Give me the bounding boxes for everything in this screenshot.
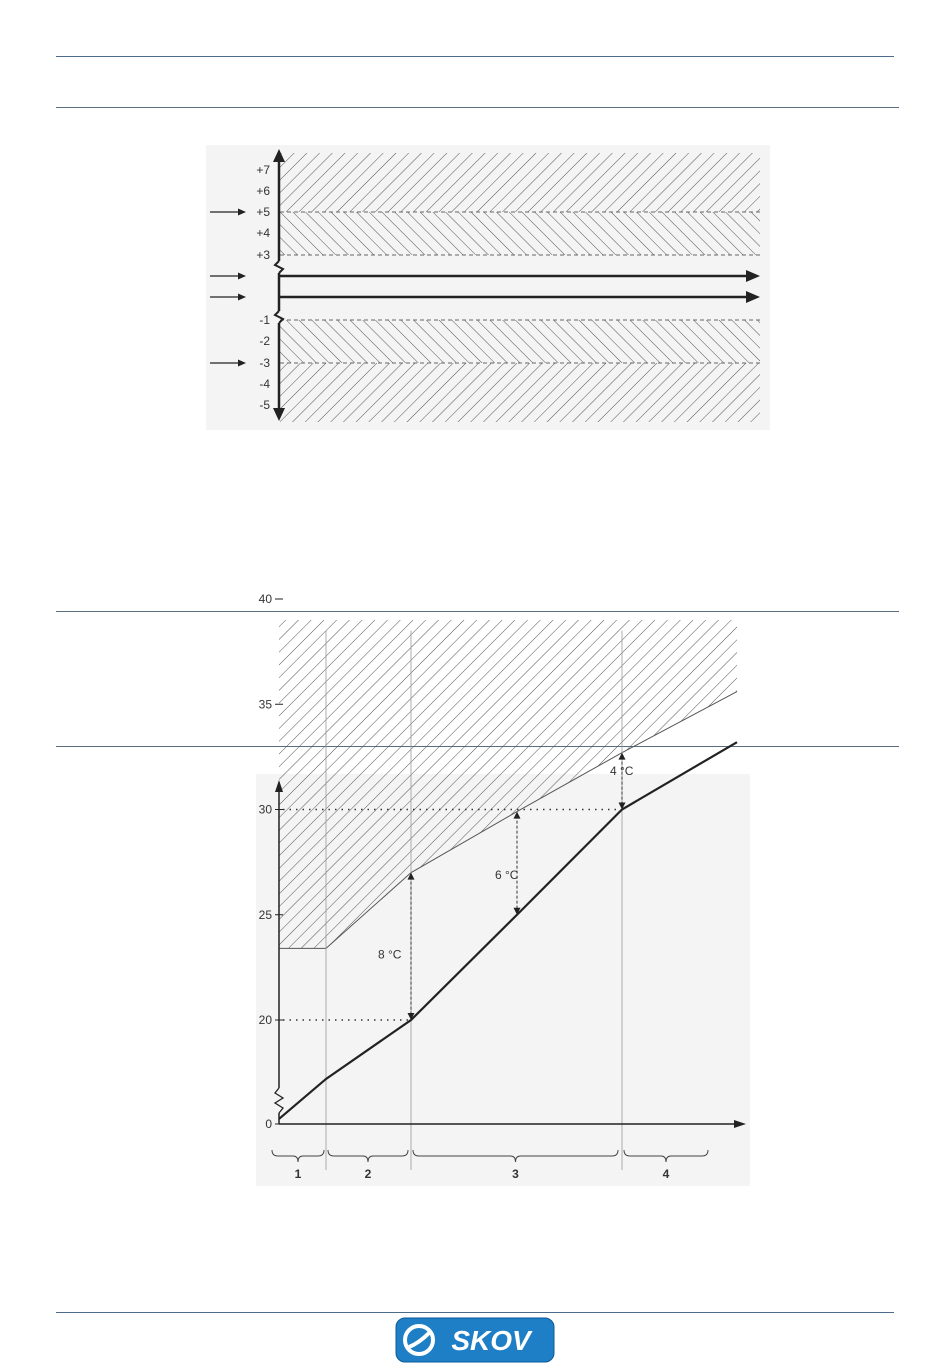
upper-outer-band xyxy=(280,153,760,212)
tick-label: -2 xyxy=(259,334,270,348)
difference-label: 6 °C xyxy=(495,868,519,883)
y-tick-label: 25 xyxy=(258,907,272,922)
tick-label: +4 xyxy=(256,226,270,240)
tick-label: -3 xyxy=(259,356,270,370)
tick-label: +3 xyxy=(256,248,270,262)
section-label: 4 xyxy=(662,1167,670,1181)
tick-label: +5 xyxy=(256,205,270,219)
figure-1-band-diagram xyxy=(200,145,770,430)
header-rule xyxy=(56,56,894,57)
tick-label: -5 xyxy=(259,398,270,412)
y-tick-label: 35 xyxy=(258,697,272,712)
y-tick-label: 20 xyxy=(258,1013,272,1027)
y-tick-label: 30 xyxy=(258,802,272,817)
difference-label: 4 °C xyxy=(610,764,634,779)
tick-label: +6 xyxy=(256,184,270,198)
section-label: 2 xyxy=(364,1167,372,1181)
section-rule-1 xyxy=(56,107,899,108)
section-rule-2 xyxy=(56,611,899,612)
section-label: 3 xyxy=(512,1167,519,1181)
skov-logo xyxy=(395,1317,555,1363)
difference-label: 8 °C xyxy=(378,947,402,962)
upper-inner-band xyxy=(280,212,760,255)
figure-2-temperature-chart xyxy=(250,592,750,1190)
tick-label: -1 xyxy=(259,313,270,327)
footer-rule xyxy=(56,1312,894,1313)
lower-outer-band xyxy=(280,363,760,422)
section-label: 1 xyxy=(294,1167,302,1181)
lower-inner-band xyxy=(280,320,760,363)
tick-label: -4 xyxy=(259,377,270,391)
y-tick-label: 0 xyxy=(265,1117,272,1131)
logo-text: SKOV xyxy=(451,1325,531,1356)
y-tick-label: 40 xyxy=(258,592,272,606)
tick-label: +7 xyxy=(256,163,270,177)
